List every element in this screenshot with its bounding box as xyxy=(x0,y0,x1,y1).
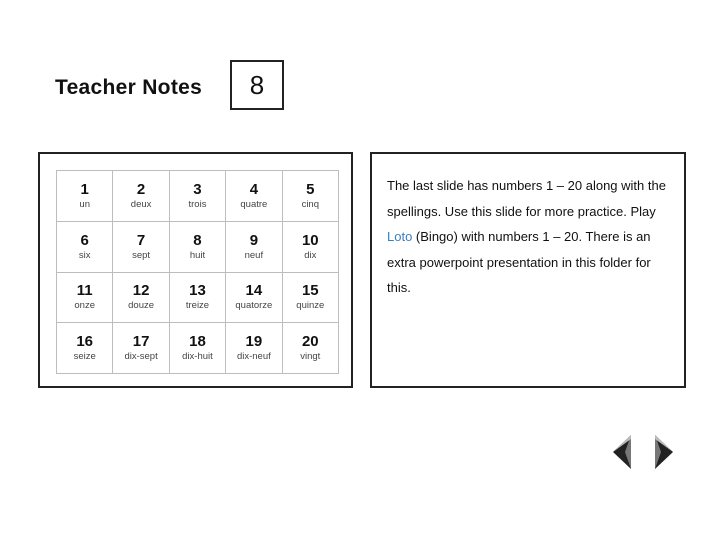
grid-cell-number: 13 xyxy=(189,282,206,300)
previous-slide-button[interactable] xyxy=(612,434,632,470)
grid-cell-word: sept xyxy=(132,249,151,261)
grid-cell xyxy=(57,221,113,272)
grid-cell-number: 3 xyxy=(193,180,202,198)
grid-cell-number: 10 xyxy=(301,231,319,249)
grid-cell xyxy=(282,221,338,272)
notes-text-part2: (Bingo) with numbers 1 – 20. There is an extra powerpoint presentation in this folder for this. xyxy=(387,229,651,295)
grid-cell-word: un xyxy=(79,198,90,210)
grid-cell-word: quatorze xyxy=(235,300,273,312)
grid-cell-word: six xyxy=(78,249,91,261)
grid-cell-word: quinze xyxy=(296,300,325,312)
grid-cell xyxy=(282,323,338,374)
grid-cell xyxy=(226,323,282,374)
grid-cell-number: 17 xyxy=(132,333,150,351)
grid-cell xyxy=(226,171,282,222)
grid-cell-number: 15 xyxy=(301,282,319,300)
grid-cell xyxy=(282,171,338,222)
grid-row xyxy=(57,221,339,272)
grid-cell-word: deux xyxy=(130,198,152,210)
grid-cell-word: quatre xyxy=(240,198,268,210)
arrow-left-icon xyxy=(612,434,632,470)
grid-cell-number: 20 xyxy=(301,333,319,351)
grid-cell-number: 12 xyxy=(132,282,150,300)
grid-cell-word: seize xyxy=(73,351,96,363)
grid-cell-word: dix-sept xyxy=(124,351,158,363)
grid-cell-number: 8 xyxy=(193,231,202,249)
grid-row xyxy=(57,272,339,323)
grid-cell-number: 14 xyxy=(245,282,263,300)
grid-cell-number: 2 xyxy=(136,180,146,198)
arrow-right-icon xyxy=(654,434,674,470)
grid-cell xyxy=(169,171,225,222)
grid-cell-number: 11 xyxy=(76,282,93,300)
grid-cell xyxy=(226,221,282,272)
grid-row xyxy=(57,171,339,222)
grid-cell xyxy=(169,323,225,374)
grid-cell xyxy=(113,272,169,323)
grid-cell-word: onze xyxy=(74,300,95,312)
grid-cell-word: dix xyxy=(304,249,317,261)
number-grid xyxy=(56,170,339,374)
grid-cell-number: 5 xyxy=(306,180,315,198)
grid-cell-word: treize xyxy=(185,300,210,312)
next-slide-button[interactable] xyxy=(654,434,674,470)
grid-cell-word: trois xyxy=(188,198,207,210)
grid-cell-number: 7 xyxy=(136,231,146,249)
grid-cell xyxy=(282,272,338,323)
grid-cell xyxy=(169,272,225,323)
grid-cell-word: neuf xyxy=(244,249,264,261)
grid-cell-word: huit xyxy=(189,249,206,261)
grid-cell-number: 9 xyxy=(249,231,259,249)
slide-number-box xyxy=(230,60,284,110)
grid-cell xyxy=(57,323,113,374)
page-title: Teacher Notes xyxy=(55,76,203,99)
grid-cell-word: cinq xyxy=(301,198,319,210)
grid-cell-number: 19 xyxy=(245,333,263,351)
loto-link[interactable]: Loto xyxy=(387,229,413,244)
grid-cell-word: dix-neuf xyxy=(236,351,271,363)
grid-cell-word: dix-huit xyxy=(182,351,213,363)
grid-cell-word: douze xyxy=(128,300,155,312)
grid-cell xyxy=(169,221,225,272)
slide-number: 8 xyxy=(249,69,265,100)
notes-text-part1: The last slide has numbers 1 – 20 along with the spellings. Use this slide for more practice. Play xyxy=(387,178,666,219)
grid-row xyxy=(57,323,339,374)
grid-cell xyxy=(113,323,169,374)
grid-cell-number: 6 xyxy=(80,231,89,249)
number-grid-table xyxy=(56,170,339,374)
notes-text xyxy=(387,173,677,301)
grid-cell xyxy=(113,171,169,222)
grid-cell xyxy=(113,221,169,272)
grid-cell-number: 16 xyxy=(76,333,94,351)
grid-cell-number: 18 xyxy=(189,333,206,351)
grid-cell xyxy=(57,171,113,222)
grid-cell xyxy=(226,272,282,323)
grid-cell-number: 1 xyxy=(80,180,89,198)
grid-cell-number: 4 xyxy=(249,180,259,198)
grid-cell xyxy=(57,272,113,323)
grid-cell-word: vingt xyxy=(300,351,321,363)
